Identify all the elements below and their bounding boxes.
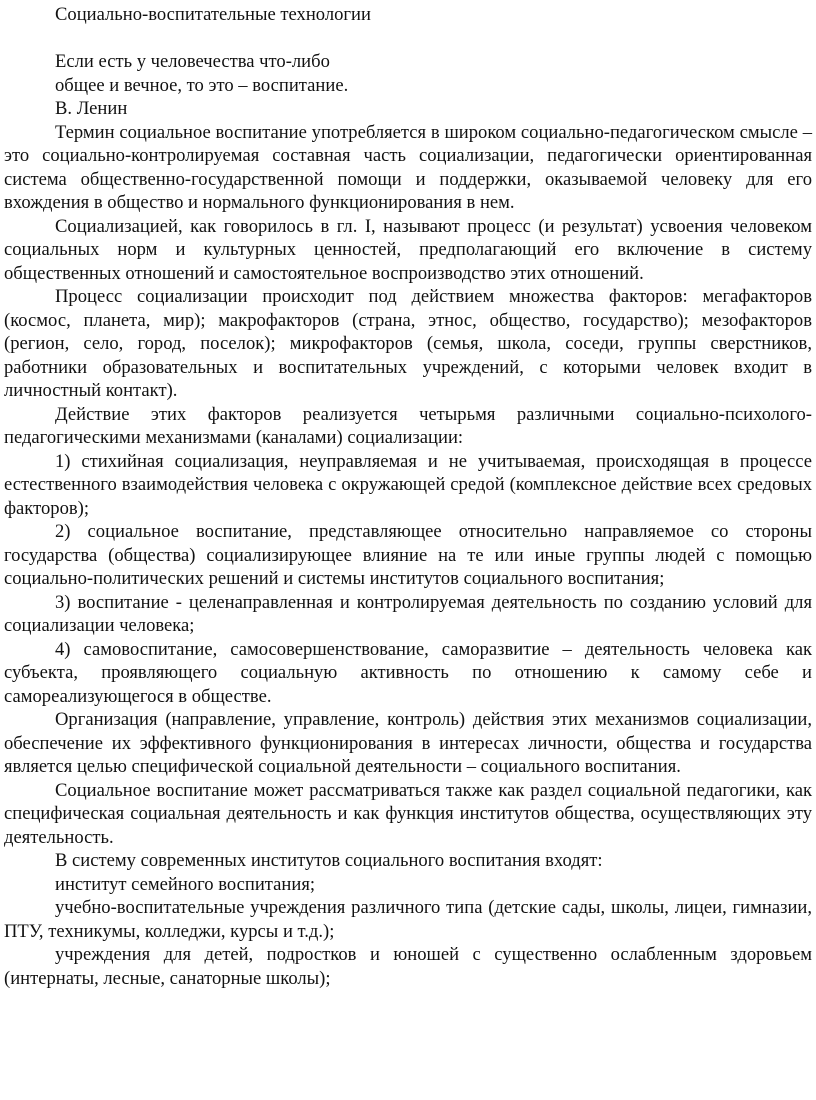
list-item-mechanism-4: 4) самовоспитание, самосовершенствование, саморазвитие – деятельность человека как субъекта, проявляющего социальную активность по отношению к самому себе и самореализующегося в обществе. — [4, 638, 812, 707]
list-item-mechanism-1: 1) стихийная социализация, неуправляемая и не учитываемая, происходящая в процессе естественного взаимодействия человека с окружающей средой (комплексное действие всех средовых факторов); — [4, 450, 812, 519]
list-item-institution-health: учреждения для детей, подростков и юношей с существенно ослабленным здоровьем (интернаты, лесные, санаторные школы); — [4, 944, 812, 989]
paragraph-term-definition: Термин социальное воспитание употребляется в широком социально-педагогическом смысле – это социально-контролируемая составная часть социализации, педагогически ориентированная система общественно-государственной помощи и поддержки, оказываемой человеку для его вхождения в общество и нормального функционирования в нем. — [4, 121, 812, 213]
epigraph-line-1: Если есть у человечества что-либо — [55, 51, 330, 72]
list-item-mechanism-3: 3) воспитание - целенаправленная и контролируемая деятельность по созданию условий для социализации человека; — [4, 591, 812, 636]
document-body — [4, 3, 812, 990]
paragraph-mechanisms-intro: Действие этих факторов реализуется четырьмя различными социально-психолого-педагогическими механизмами (каналами) социализации: — [4, 403, 812, 448]
paragraph-institutions-intro: В систему современных институтов социального воспитания входят: — [55, 850, 603, 871]
paragraph-socialization-definition: Социализацией, как говорилось в гл. I, называют процесс (и результат) усвоения человеком социальных норм и культурных ценностей, предполагающий его включение в систему общественных отношений и самостоятельное воспроизводство этих отношений. — [4, 215, 812, 284]
paragraph-organization: Организация (направление, управление, контроль) действия этих механизмов социализации, обеспечение их эффективного функционирования в интересах личности, общества и государства является целью специфической социальной деятельности – социального воспитания. — [4, 709, 812, 777]
paragraph-social-education-views: Социальное воспитание может рассматриваться также как раздел социальной педагогики, как специфическая социальная деятельность и как функция институтов общества, осуществляющих эту деятельность. — [4, 779, 812, 848]
epigraph-author: В. Ленин — [55, 98, 128, 119]
list-item-institution-family: институт семейного воспитания; — [55, 873, 316, 895]
paragraph-factors: Процесс социализации происходит под действием множества факторов: мегафакторов (космос, планета, мир); макрофакторов (страна, этнос, общество, государство); мезофакторов (регион, село, город, поселок); микрофакторов (семья, школа, соседи, группы сверстников, работники образовательных и воспитательных учреждений, с которыми человек входит в личностный контакт). — [4, 286, 812, 401]
list-item-mechanism-2: 2) социальное воспитание, представляющее относительно направляемое со стороны государства (общества) социализирующее влияние на те или иные группы людей с помощью социально-политических решений и системы институтов социального воспитания; — [4, 521, 812, 589]
list-item-institution-educational: учебно-воспитательные учреждения различного типа (детские сады, школы, лицеи, гимназии, ПТУ, техникумы, колледжи, курсы и т.д.); — [4, 897, 812, 942]
document-title: Социально-воспитательные технологии — [55, 4, 371, 25]
epigraph-line-2: общее и вечное, то это – воспитание. — [55, 74, 349, 96]
